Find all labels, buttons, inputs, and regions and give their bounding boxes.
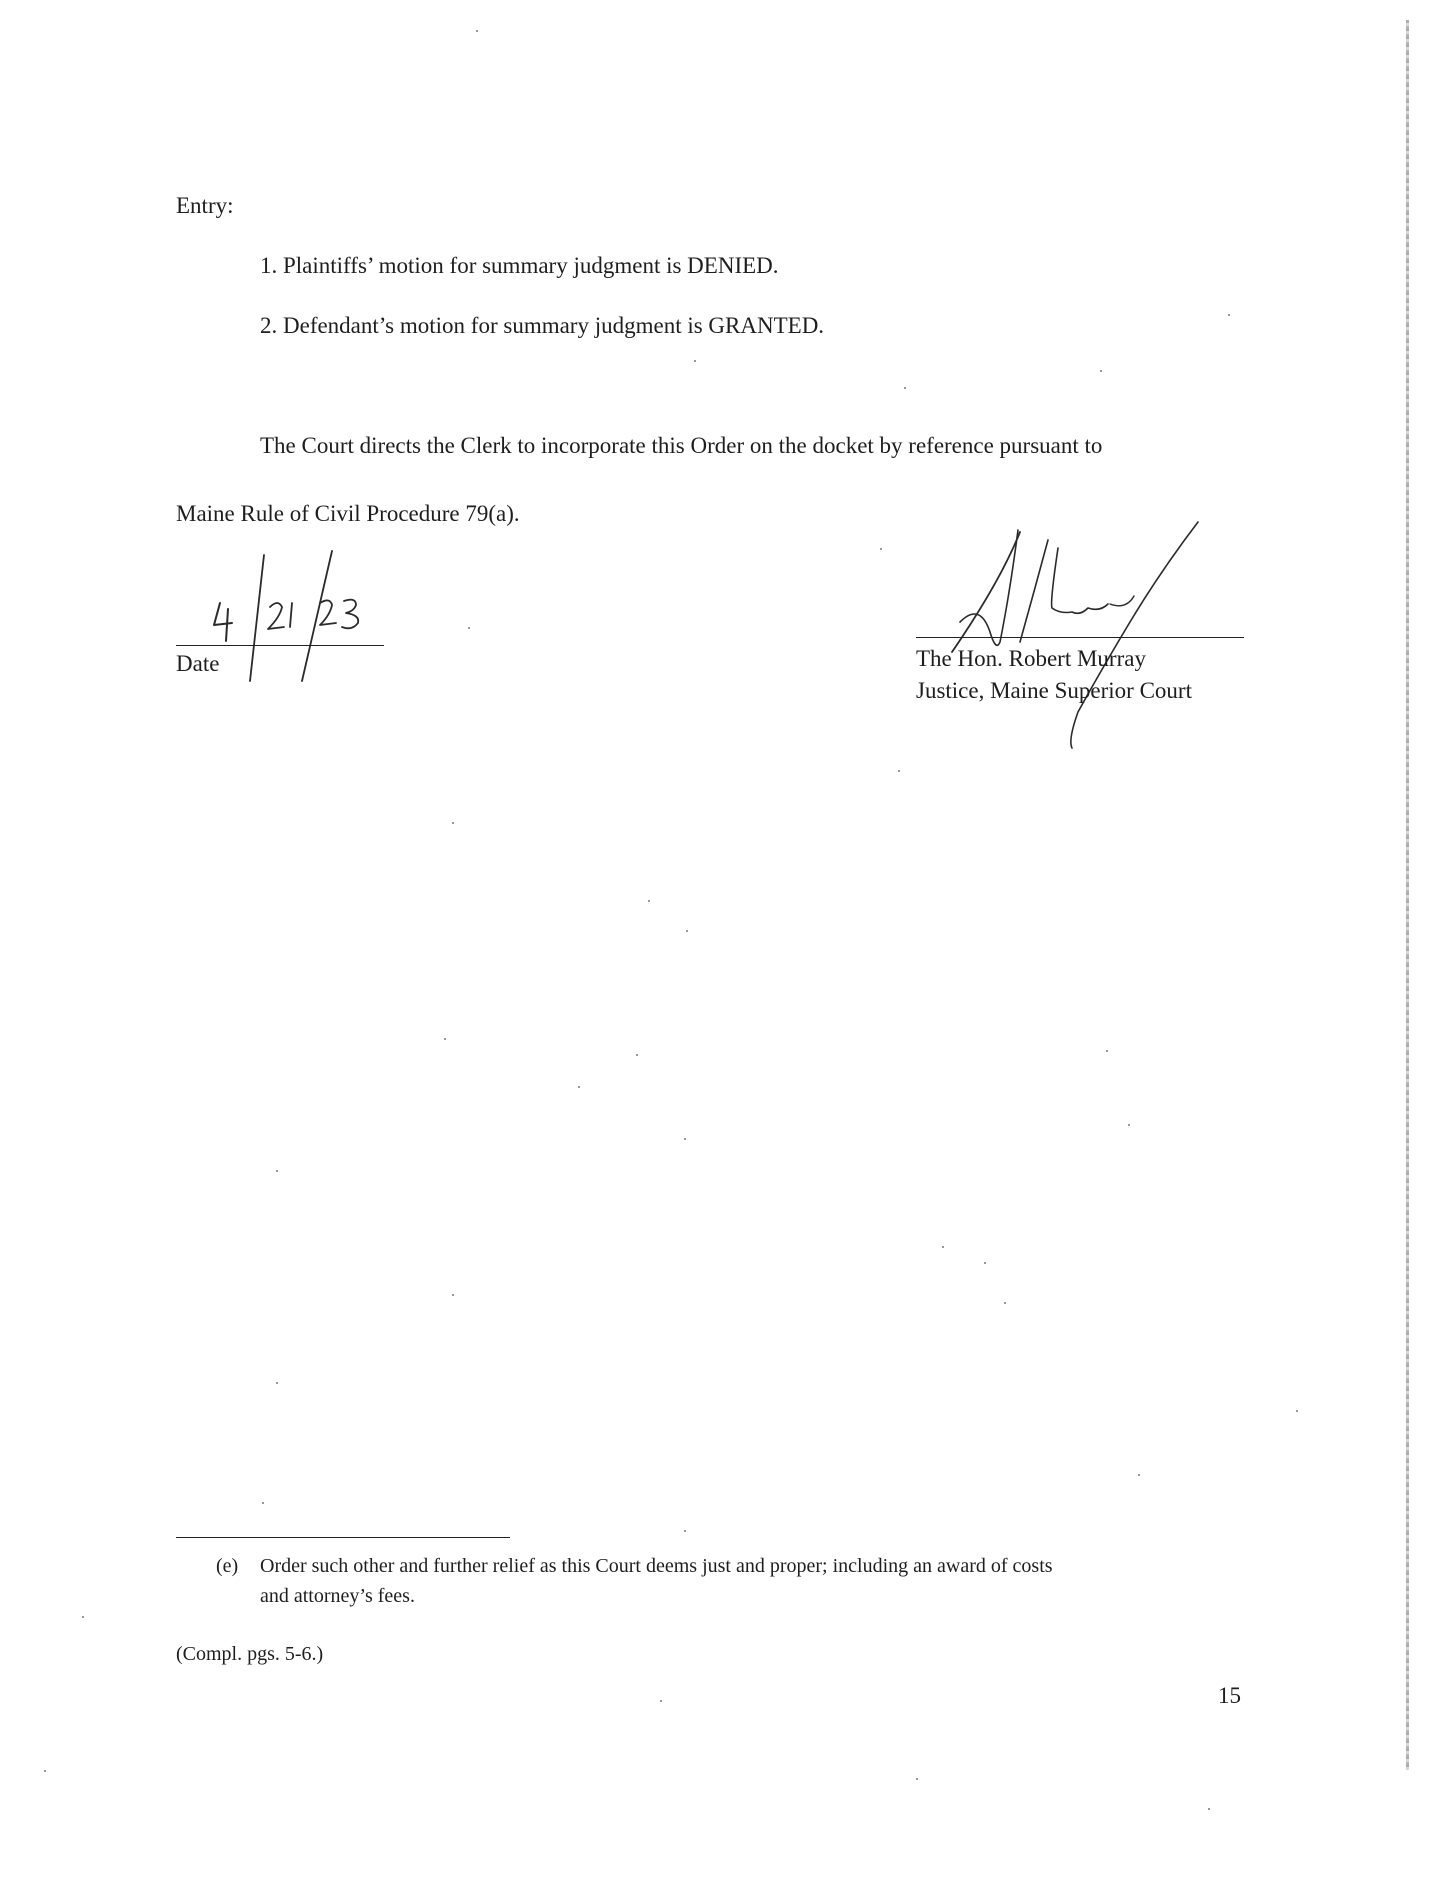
scan-speck — [1106, 1050, 1108, 1052]
directive-line-1: The Court directs the Clerk to incorporate this Order on the docket by reference pursuant to — [260, 433, 1103, 458]
scan-speck — [904, 387, 906, 389]
scan-speck — [444, 1038, 446, 1040]
scan-speck — [452, 822, 454, 824]
entry-item-1: 1. Plaintiffs’ motion for summary judgment is DENIED. — [260, 253, 779, 278]
scan-speck — [942, 1246, 944, 1248]
scan-speck — [880, 548, 882, 550]
directive-line-2: Maine Rule of Civil Procedure 79(a). — [176, 501, 520, 526]
scan-speck — [684, 1138, 686, 1140]
date-label: Date — [176, 651, 220, 676]
date-line — [176, 645, 384, 646]
scan-speck — [1228, 314, 1230, 316]
scan-speck — [984, 1262, 986, 1264]
scan-speck — [1208, 1808, 1210, 1810]
scan-speck — [468, 627, 470, 629]
scan-speck — [82, 1616, 84, 1618]
entry-item-2: 2. Defendant’s motion for summary judgment is GRANTED. — [260, 313, 825, 338]
scan-speck — [694, 360, 696, 362]
footnote-separator — [176, 1537, 510, 1538]
footnote-line-1: Order such other and further relief as this Court deems just and proper; including an award of costs — [260, 1555, 1053, 1577]
scan-speck — [578, 1086, 580, 1088]
signature-line — [916, 637, 1244, 638]
signer-title: Justice, Maine Superior Court — [916, 678, 1192, 703]
scan-speck — [276, 1170, 278, 1172]
scan-speck — [1296, 1410, 1298, 1412]
scan-speck — [1128, 1124, 1130, 1126]
footnote-marker: (e) — [216, 1555, 239, 1577]
judge-signature — [930, 512, 1230, 752]
scan-speck — [916, 1778, 918, 1780]
page-number: 15 — [1218, 1683, 1241, 1708]
scan-speck — [476, 30, 478, 32]
scan-speck — [636, 1054, 638, 1056]
scan-speck — [1138, 1474, 1140, 1476]
scan-speck — [44, 1770, 46, 1772]
scan-speck — [898, 770, 900, 772]
scan-speck — [686, 930, 688, 932]
scan-speck — [262, 1502, 264, 1504]
scan-speck — [452, 1294, 454, 1296]
scan-speck — [276, 1382, 278, 1384]
scan-speck — [1004, 1302, 1006, 1304]
scan-speck — [660, 1700, 662, 1702]
scan-speck — [1100, 370, 1102, 372]
scan-speck — [684, 1530, 686, 1532]
citation: (Compl. pgs. 5-6.) — [176, 1643, 324, 1665]
scan-speck — [648, 900, 650, 902]
entry-heading: Entry: — [176, 193, 234, 218]
signer-name: The Hon. Robert Murray — [916, 646, 1146, 671]
footnote-line-2: and attorney’s fees. — [260, 1585, 415, 1607]
scan-edge-artifact — [1406, 20, 1409, 1770]
